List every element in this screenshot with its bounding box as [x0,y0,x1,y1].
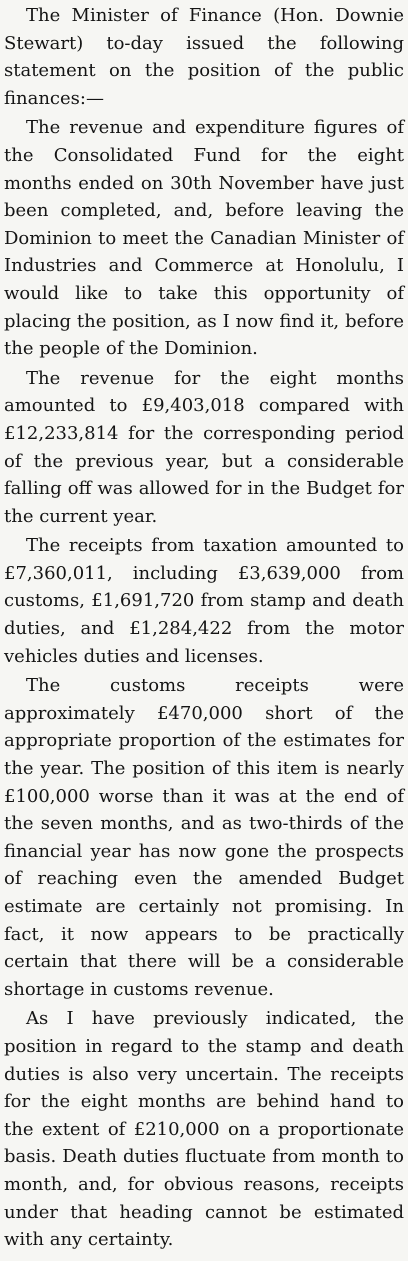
article-column [4,2,404,1254]
paragraph-revenue-comparison: The revenue for the eight months amounted to £9,403,018 compared with £12,233,814 for the corresponding period of the previous year, but a considerable falling off was allowed for in the Budget for the current year. [4,367,404,527]
paragraph-customs-receipts: The customs receipts were approximately £470,000 short of the appropriate proportion of the estimates for the year. The position of this item is nearly £100,000 worse than it was at the end of the seven months, and as two-thirds of the financial year has now gone the prospects of reaching even the amended Budget estimate are certainly not promising. In fact, it now appears to be practically certain that there will be a considerable shortage in customs revenue. [4,675,404,1000]
paragraph-taxation-receipts: The receipts from taxation amounted to £7,360,011, including £3,639,000 from customs, £1,691,720 from stamp and death duties, and £1,284,422 from the motor vehicles duties and licenses. [4,535,404,667]
paragraph-consolidated-fund: The revenue and expenditure figures of the Consolidated Fund for the eight months ended on 30th November have just been completed, and, before leaving the Dominion to meet the Canadian Minister of Industries and Commerce at Honolulu, I would like to take this opportunity of placing the position, as I now find it, before the people of the Dominion. [4,117,404,360]
paragraph-opening-statement: The Minister of Finance (Hon. Downie Stewart) to-day issued the following statement on the position of the public finances:— [4,5,404,109]
paragraph-stamp-death-duties: As I have previously indicated, the position in regard to the stamp and death duties is also very uncertain. The receipts for the eight months are behind hand to the extent of £210,000 on a proportionate basis. Death duties fluctuate from month to month, and, for obvious reasons, receipts under that heading cannot be estimated with any certainty. [4,1008,404,1251]
